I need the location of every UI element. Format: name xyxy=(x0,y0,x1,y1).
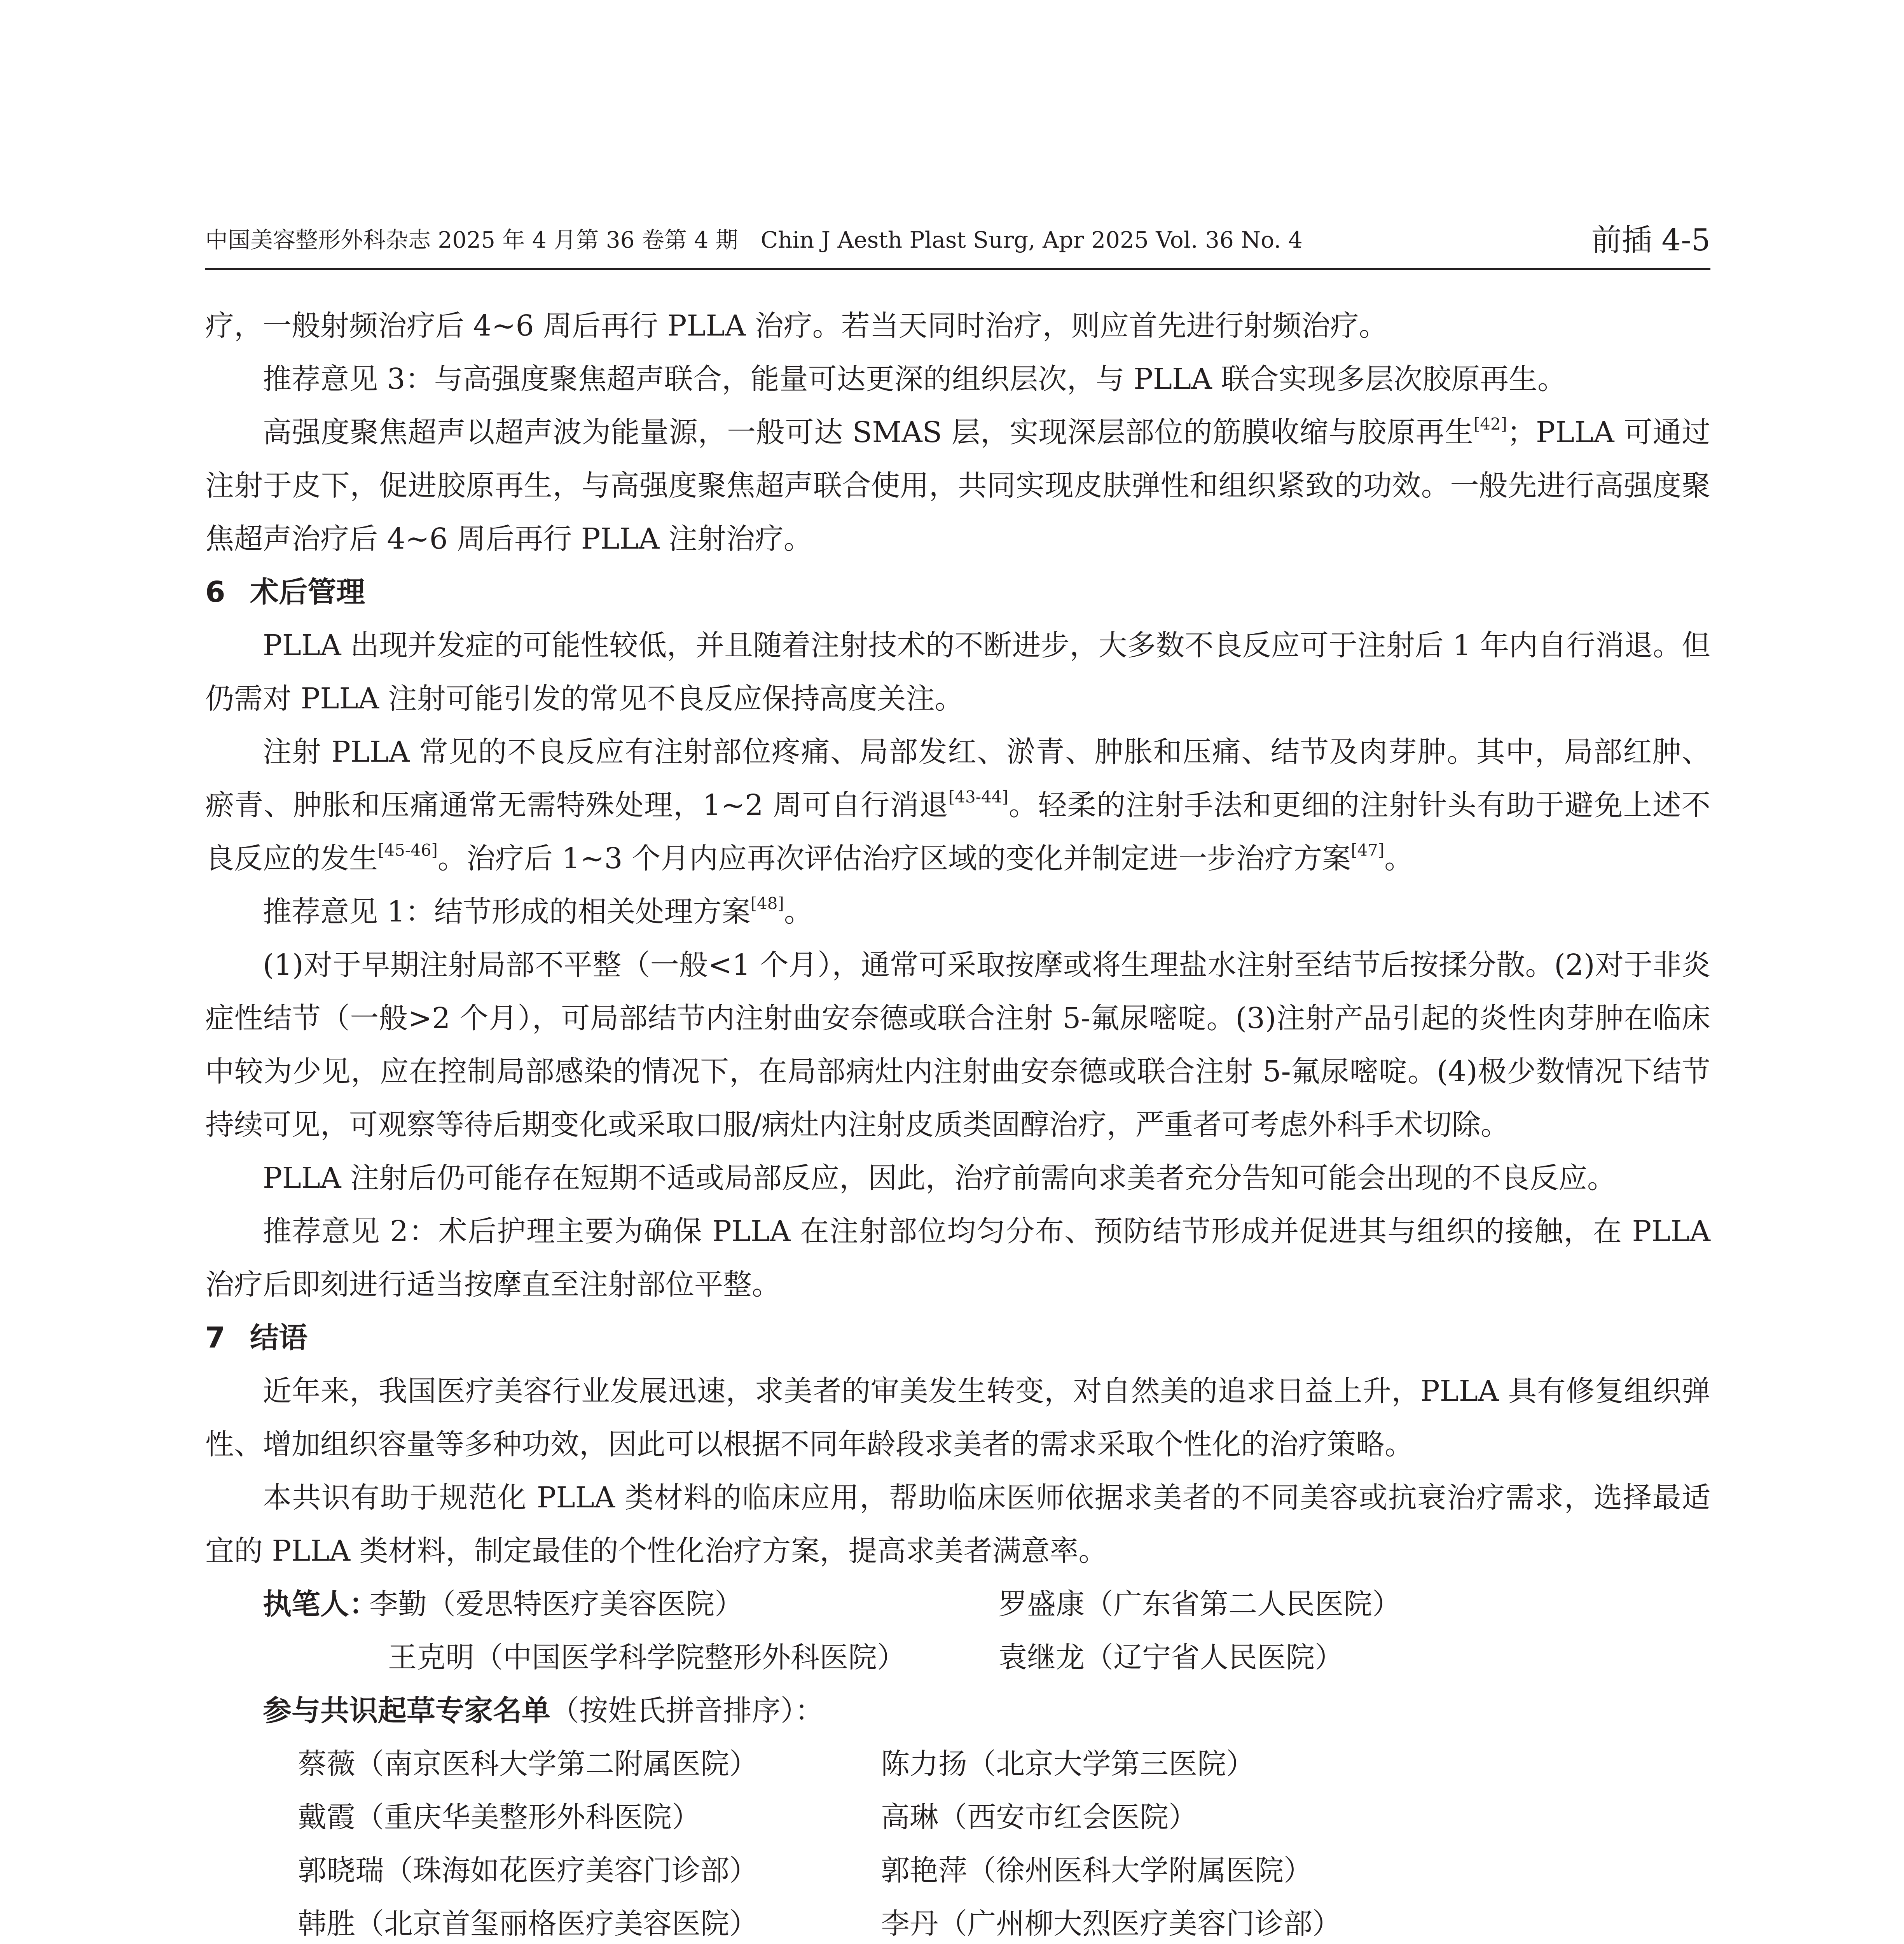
paragraph-text: 高强度聚焦超声以超声波为能量源，一般可达 SMAS 层，实现深层部位的筋膜收缩与胶原再生 xyxy=(263,416,1474,449)
recommendation-3: 推荐意见 3：与高强度聚焦超声联合，能量可达更深的组织层次，与 PLLA 联合实现多层次胶原再生。 xyxy=(263,362,1567,396)
paragraph-text: 。 xyxy=(784,895,813,928)
citation: [42] xyxy=(1473,414,1507,434)
citation: [48] xyxy=(750,894,784,913)
paragraph: PLLA 注射后仍可能存在短期不适或局部反应，因此，治疗前需向求美者充分告知可能会出现的不良反应。 xyxy=(263,1161,1616,1195)
paragraph: 疗，一般射频治疗后 4~6 周后再行 PLLA 治疗。若当天同时治疗，则应首先进行射频治疗。 xyxy=(205,309,1388,343)
section-title: 术后管理 xyxy=(250,575,365,609)
experts-list xyxy=(205,1738,1710,1944)
paragraph xyxy=(205,726,1710,885)
experts-title-label: 参与共识起草专家名单 xyxy=(263,1694,550,1727)
paragraph-text: 。治疗后 1~3 个月内应再次评估治疗区域的变化并制定进一步治疗方案 xyxy=(437,842,1351,875)
experts-title xyxy=(205,1684,1710,1738)
expert-item: 戴霞（重庆华美整形外科医院） xyxy=(298,1801,700,1834)
section-heading xyxy=(205,1311,1710,1365)
writer: 王克明（中国医学科学院整形外科医院） xyxy=(388,1641,906,1674)
section-heading xyxy=(205,566,1710,619)
section-title: 结语 xyxy=(250,1321,307,1355)
writers-block xyxy=(205,1578,1710,1684)
paragraph: 本共识有助于规范化 PLLA 类材料的临床应用，帮助临床医师依据求美者的不同美容或抗衰治疗需求，选择最适宜的 PLLA 类材料，制定最佳的个性化治疗方案，提高求美者满意率。 xyxy=(205,1481,1710,1568)
writers-label: 执笔人： xyxy=(263,1587,378,1621)
writer: 李勤（爱思特医疗美容医院） xyxy=(369,1587,743,1621)
experts-title-note: （按姓氏拼音排序）： xyxy=(550,1694,824,1727)
expert-item: 韩胜（北京首玺丽格医疗美容医院） xyxy=(298,1907,758,1941)
citation: [47] xyxy=(1351,841,1385,860)
citation: [45-46] xyxy=(378,841,438,860)
paragraph-text: 。轻柔的注射手法和更细的注射针头有助于避免上述不良反应的发生 xyxy=(205,788,1711,875)
paragraph-text: ；PLLA 可通过注射于皮下，促进胶原再生，与高强度聚焦超声联合使用，共同实现皮肤弹性和组织紧致的功效。一般先进行高强度聚焦超声治疗后 4~6 周后再行 PLLA 注射治疗。 xyxy=(205,416,1710,556)
section-number: 6 xyxy=(205,575,225,609)
paragraph xyxy=(205,406,1710,566)
expert-item: 郭艳萍（徐州医科大学附属医院） xyxy=(881,1854,1312,1887)
page-number: 前插 4-5 xyxy=(1591,223,1710,258)
paragraph: PLLA 出现并发症的可能性较低，并且随着注射技术的不断进步，大多数不良反应可于注射后 1 年内自行消退。但仍需对 PLLA 注射可能引发的常见不良反应保持高度关注。 xyxy=(205,629,1710,715)
expert-item: 陈力扬（北京大学第三医院） xyxy=(881,1747,1255,1781)
writer: 罗盛康（广东省第二人民医院） xyxy=(998,1587,1401,1621)
paragraph-text: 推荐意见 1：结节形成的相关处理方案 xyxy=(263,895,751,928)
recommendation-2: 推荐意见 2：术后护理主要为确保 PLLA 在注射部位均匀分布、预防结节形成并促进其与组织的接触，在 PLLA 治疗后即刻进行适当按摩直至注射部位平整。 xyxy=(205,1215,1710,1301)
citation: [43-44] xyxy=(948,787,1008,806)
expert-item: 蔡薇（南京医科大学第二附属医院） xyxy=(298,1747,758,1781)
paragraph-text: 注射 PLLA 常见的不良反应有注射部位疼痛、局部发红、淤青、肿胀和压痛、结节及肉芽肿。其中，局部红肿、瘀青、肿胀和压痛通常无需特殊处理，1~2 周可自行消退 xyxy=(205,735,1710,822)
expert-item: 高琳（西安市红会医院） xyxy=(881,1801,1197,1834)
expert-item: 李丹（广州柳大烈医疗美容门诊部） xyxy=(881,1907,1341,1941)
writer: 袁继龙（辽宁省人民医院） xyxy=(998,1641,1343,1674)
header-divider xyxy=(205,268,1710,270)
recommendation-1 xyxy=(205,885,1710,939)
running-header: 中国美容整形外科杂志 2025 年 4 月第 36 卷第 4 期 Chin J Aesth Plast Surg, Apr 2025 Vol. 36 No. 4 xyxy=(205,227,1303,253)
section-number: 7 xyxy=(205,1321,225,1355)
expert-item: 郭晓瑞（珠海如花医疗美容门诊部） xyxy=(298,1854,758,1887)
article-body xyxy=(205,299,1710,1944)
paragraph-text: 。 xyxy=(1384,842,1413,875)
paragraph: (1)对于早期注射局部不平整（一般<1 个月），通常可采取按摩或将生理盐水注射至结节后按揉分散。(2)对于非炎症性结节（一般>2 个月），可局部结节内注射曲安奈德或联合注射 5-氟尿嘧啶。(3)注射产品引起的炎性肉芽肿在临床中较为少见，应在控制局部感染的情况下，在局部病灶内注射曲安奈德或联合注射 5-氟尿嘧啶。(4)极少数情况下结节持续可见，可观察等待后期变化或采取口服/病灶内注射皮质类固醇治疗，严重者可考虑外科手术切除。 xyxy=(205,948,1710,1142)
paragraph: 近年来，我国医疗美容行业发展迅速，求美者的审美发生转变，对自然美的追求日益上升，PLLA 具有修复组织弹性、增加组织容量等多种功效，因此可以根据不同年龄段求美者的需求采取个性化的治疗策略。 xyxy=(205,1374,1710,1461)
